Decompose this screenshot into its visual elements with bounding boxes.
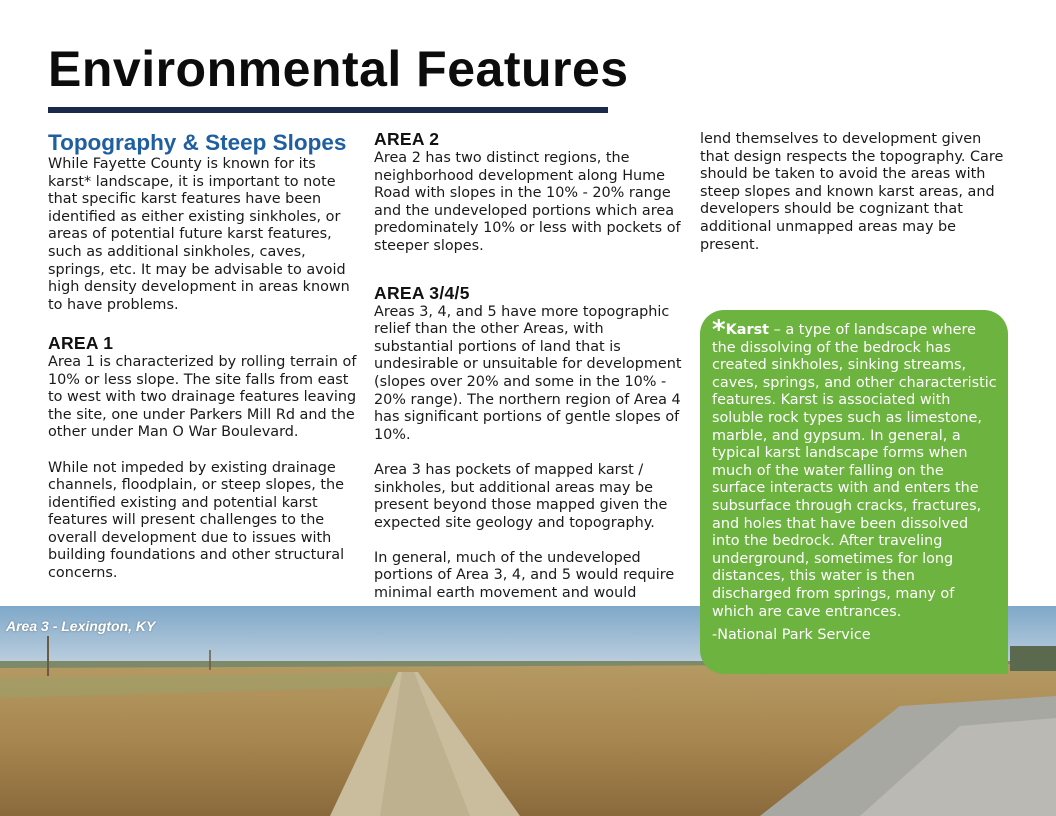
topography-intro: While Fayette County is known for its karst* landscape, it is important to note that specific karst features have been identified as either existing sinkholes, or areas of potential future karst features, such as additional sinkholes, caves, springs, etc. It may be advisable to avoid high density development in areas known to have problems. bbox=[48, 156, 350, 313]
area-2-heading: AREA 2 bbox=[374, 129, 440, 149]
karst-term: Karst bbox=[725, 322, 770, 338]
title-underline bbox=[48, 107, 608, 113]
karst-attribution: -National Park Service bbox=[712, 627, 871, 644]
column-3 bbox=[700, 131, 1012, 254]
area-2-paragraph: Area 2 has two distinct regions, the neighborhood development along Hume Road with slopes in the 10% - 20% range and the undeveloped portions which area predominately 10% or less with pockets of steeper slopes. bbox=[374, 150, 681, 254]
karst-definition-callout bbox=[700, 310, 1008, 674]
column-1 bbox=[48, 128, 360, 583]
karst-definition-text: – a type of landscape where the dissolving of the bedrock has created sinkholes, sinking streams, caves, springs, and other characteristic features. Karst is associated with soluble rock types such as limestone, marble, and gypsum. In general, a typical karst landscape forms when much of the water falling on the surface interacts with and enters the subsurface through cracks, fractures, and holes that have been dissolved into the bedrock. After traveling underground, sometimes for long distances, this water is then discharged from springs, many of which are cave entrances. bbox=[712, 322, 997, 620]
area-1-heading: AREA 1 bbox=[48, 332, 114, 353]
area-1-paragraph-1: Area 1 is characterized by rolling terrain of 10% or less slope. The site falls from east to west with two drainage features leaving the site, one under Parkers Mill Rd and the other under Man O War Boulevard. bbox=[48, 353, 357, 441]
asterisk-icon: * bbox=[712, 315, 726, 345]
karst-definition bbox=[712, 315, 998, 621]
area-345-paragraph-3: In general, much of the undeveloped portions of Area 3, 4, and 5 would require minimal earth movement and would bbox=[374, 549, 675, 602]
section-heading-topography: Topography & Steep Slopes bbox=[48, 130, 347, 155]
page-title: Environmental Features bbox=[48, 41, 629, 97]
area-345-paragraph-1: Areas 3, 4, and 5 have more topographic relief than the other Areas, with substantial portions of land that is undesirable or unsuitable for development (slopes over 20% and some in the 10% - 20% range). The northern region of Area 4 has significant portions of gentle slopes of 10%. bbox=[374, 303, 682, 443]
area-345-paragraph-2: Area 3 has pockets of mapped karst / sinkholes, but additional areas may be present beyond those mapped given the expected site geology and topography. bbox=[374, 461, 668, 531]
area-345-heading: AREA 3/4/5 bbox=[374, 282, 470, 303]
area-345-continued: lend themselves to development given that design respects the topography. Care should be taken to avoid the areas with steep slopes and known karst areas, and developers should be cognizant that additional unmapped areas may be present. bbox=[700, 131, 1004, 253]
column-2 bbox=[374, 128, 686, 603]
area-1-paragraph-2: While not impeded by existing drainage channels, floodplain, or steep slopes, the identified existing and potential karst features will present challenges to the overall development due to issues with building foundations and other structural concerns. bbox=[48, 459, 345, 582]
photo-caption: Area 3 - Lexington, KY bbox=[6, 618, 156, 634]
